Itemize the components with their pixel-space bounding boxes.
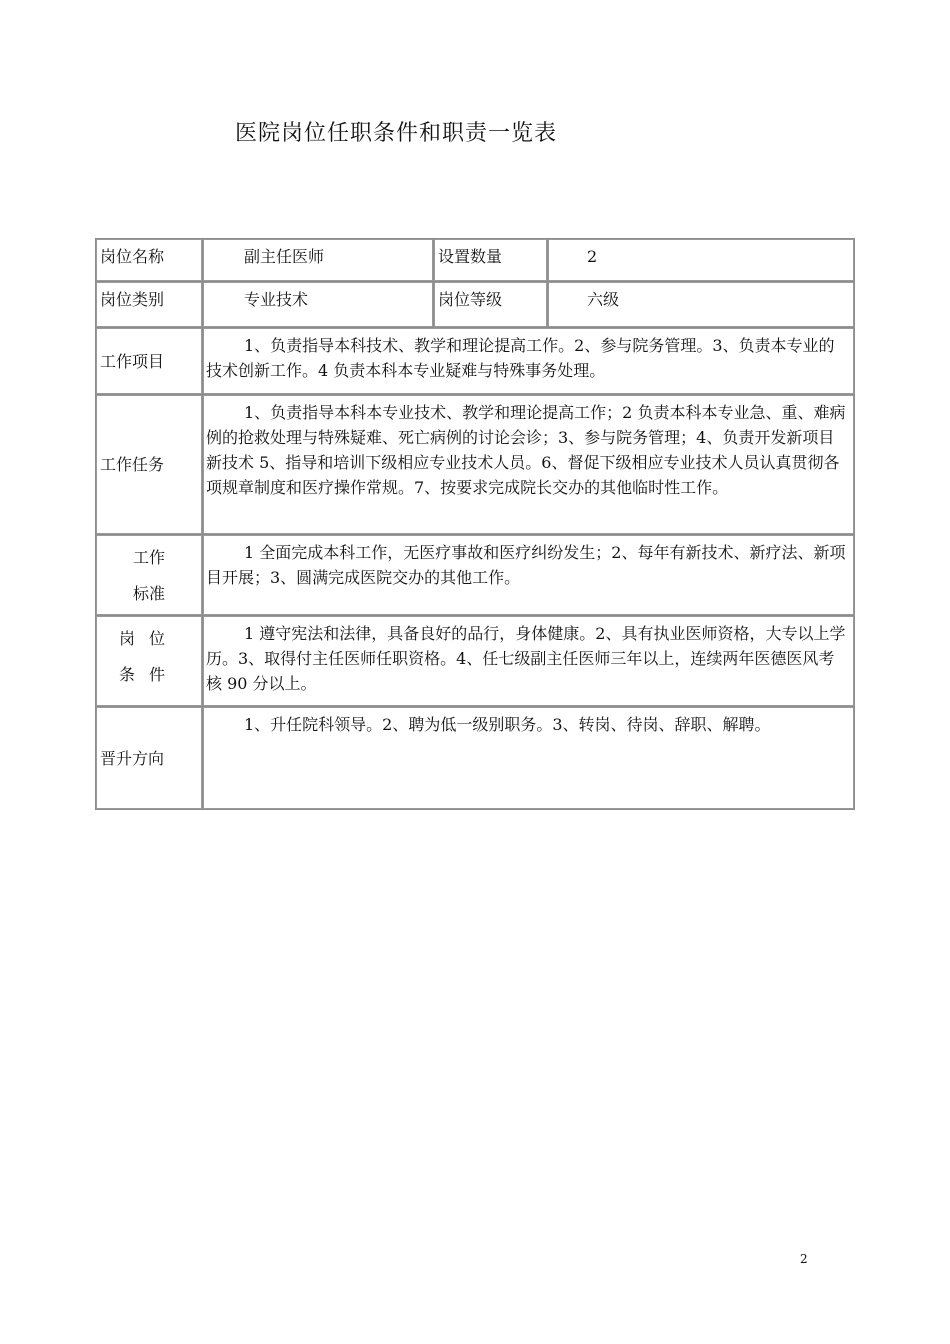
promotion-cell (203, 707, 854, 809)
work-standard-label-line2: 标准 (132, 584, 165, 603)
table-row (96, 239, 854, 281)
table-row (96, 707, 854, 809)
post-conditions-label-line1: 岗位 (118, 629, 179, 648)
table-row (96, 282, 854, 327)
post-name-value: 副主任医师 (203, 239, 433, 281)
work-items-text: 1、负责指导本科技术、教学和理论提高工作。2、参与院务管理。3、负责本专业的技术创新工作。4 负责本科本专业疑难与特殊事务处理。 (206, 336, 835, 380)
post-conditions-text: 1 遵守宪法和法律，具备良好的品行，身体健康。2、具有执业医师资格，大专以上学历。3、取得付主任医师任职资格。4、任七级副主任医师三年以上，连续两年医德医风考核 90 分以上。 (206, 624, 846, 693)
post-conditions-cell (203, 616, 854, 706)
post-category-label: 岗位类别 (96, 282, 202, 327)
quantity-label: 设置数量 (434, 239, 547, 281)
work-tasks-label: 工作任务 (96, 395, 202, 534)
work-standard-text: 1 全面完成本科工作，无医疗事故和医疗纠纷发生；2、每年有新技术、新疗法、新项目开展；3、圆满完成医院交办的其他工作。 (206, 543, 846, 587)
post-grade-label: 岗位等级 (434, 282, 547, 327)
work-tasks-text: 1、负责指导本科本专业技术、教学和理论提高工作；2 负责本科本专业急、重、难病例的抢救处理与特殊疑难、死亡病例的讨论会诊；3、参与院务管理；4、负责开发新项目新技术 5、指导和培训下级相应专业技术人员。6、督促下级相应专业技术人员认真贯彻各项规章制度和医疗操作常规。7、按要求完成院长交办的其他临时性工作。 (206, 403, 846, 497)
post-category-value: 专业技术 (203, 282, 433, 327)
work-items-label: 工作项目 (96, 328, 202, 394)
table-row (96, 535, 854, 615)
work-tasks-cell (203, 395, 854, 534)
post-grade-value: 六级 (548, 282, 854, 327)
table-row (96, 395, 854, 534)
table-row (96, 616, 854, 706)
page-number: 2 (800, 1252, 808, 1266)
work-standard-label-line1: 工作 (132, 548, 165, 567)
post-conditions-label-line2: 条件 (118, 665, 179, 684)
promotion-label: 晋升方向 (96, 707, 202, 809)
post-name-label: 岗位名称 (96, 239, 202, 281)
table-row (96, 328, 854, 394)
work-items-cell (203, 328, 854, 394)
work-standard-label (96, 535, 202, 615)
quantity-value: 2 (548, 239, 854, 281)
work-standard-cell (203, 535, 854, 615)
post-conditions-label (96, 616, 202, 706)
page-title: 医院岗位任职条件和职责一览表 (235, 121, 558, 146)
promotion-text: 1、升任院科领导。2、聘为低一级别职务。3、转岗、待岗、辞职、解聘。 (244, 715, 771, 734)
job-description-table (95, 238, 855, 810)
